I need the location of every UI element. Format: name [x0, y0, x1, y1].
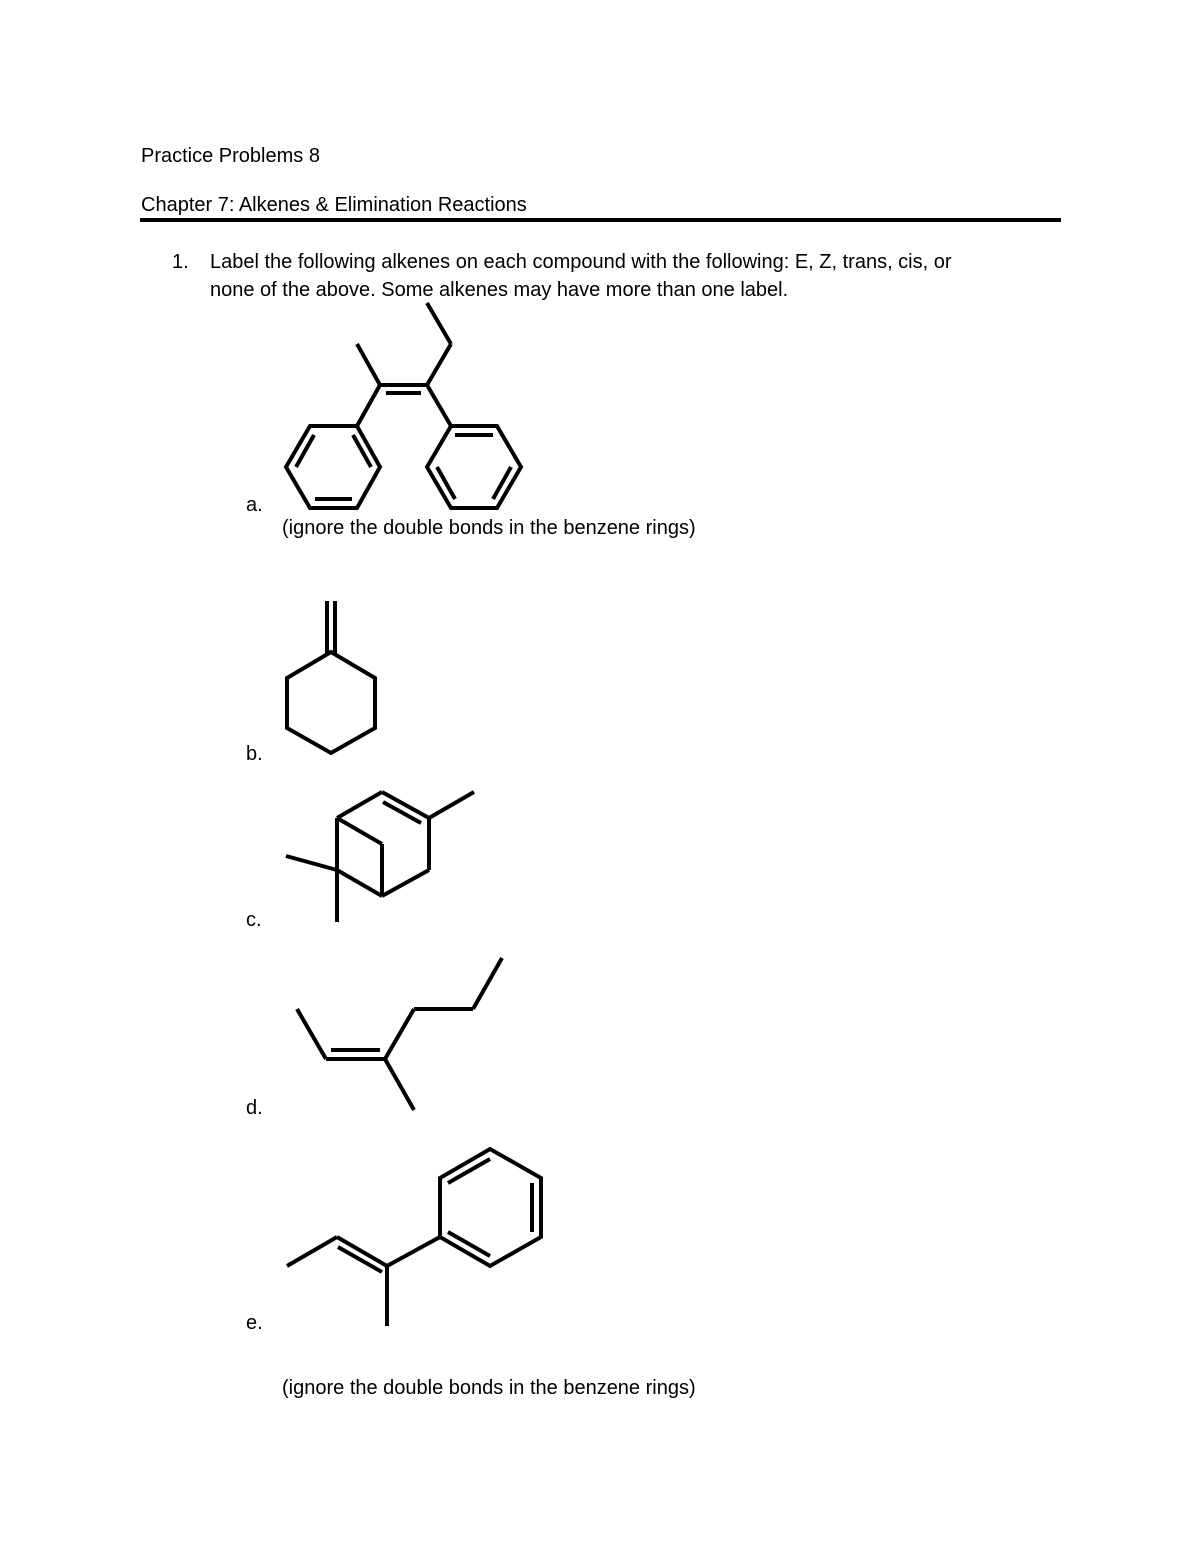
compound-a-phenyl-link-right	[427, 385, 451, 426]
compound-e-alkene-bond	[337, 1237, 387, 1266]
compound-a-ethyl-bond-2	[427, 303, 451, 344]
compound-c-bridge-bond-1	[337, 818, 382, 844]
question-text-line-2: none of the above. Some alkenes may have more than one label.	[210, 279, 789, 301]
compound-c-alkene-second-bond	[383, 802, 421, 823]
compound-d-bond-1	[297, 1009, 326, 1059]
compound-d-bond-4	[473, 958, 502, 1009]
compound-e-bond-1	[287, 1237, 337, 1266]
compound-a-label: a.	[246, 494, 263, 516]
compound-a-phenyl-link-left	[357, 385, 380, 426]
compound-a-ethyl-bond-1	[427, 344, 451, 385]
compound-a-ring-right-double-2	[493, 467, 511, 499]
compound-c-label: c.	[246, 909, 262, 931]
compound-d-bond-2	[385, 1009, 414, 1059]
compound-c-alkene-bond	[382, 792, 429, 818]
compound-c-bridge-bond-4	[337, 870, 382, 896]
question-text-line-1: Label the following alkenes on each compound with the following: E, Z, trans, cis, or	[210, 251, 952, 273]
compound-c-bond-3	[382, 870, 429, 896]
heading-divider	[140, 218, 1061, 222]
compound-b-structure	[287, 601, 375, 753]
compound-a-ring-right-double-3	[437, 467, 455, 499]
compound-e-note: (ignore the double bonds in the benzene rings)	[282, 1377, 696, 1399]
page-title: Practice Problems 8	[141, 145, 320, 167]
compound-e-ring-double-3	[448, 1232, 490, 1256]
compound-c-gem-methyl-1	[286, 856, 337, 870]
compound-a-methyl-bond	[357, 344, 380, 385]
compound-a-structure	[286, 303, 521, 508]
compound-b-cyclohexane-ring	[287, 652, 375, 753]
compound-e-structure	[287, 1149, 541, 1326]
compound-b-label: b.	[246, 743, 263, 765]
compound-d-methyl-bond	[385, 1059, 414, 1110]
compound-c-bond-1	[337, 792, 382, 818]
compound-a-benzene-ring-right	[427, 426, 521, 508]
chapter-heading: Chapter 7: Alkenes & Elimination Reactions	[141, 194, 527, 216]
compound-a-ring-left-double-1	[353, 435, 371, 467]
compound-a-ring-left-double-3	[296, 435, 314, 467]
compound-e-phenyl-link	[387, 1237, 440, 1266]
compound-d-structure	[297, 958, 502, 1110]
compound-e-ring-double-1	[448, 1159, 490, 1183]
compound-c-methyl-bond	[429, 792, 474, 818]
question-number: 1.	[172, 251, 189, 273]
compound-a-note: (ignore the double bonds in the benzene rings)	[282, 517, 696, 539]
compound-e-label: e.	[246, 1312, 263, 1334]
compound-e-benzene-ring	[440, 1149, 541, 1266]
compound-a-benzene-ring-left	[286, 426, 380, 508]
compound-d-label: d.	[246, 1097, 263, 1119]
compound-e-alkene-second-bond	[338, 1247, 382, 1272]
compound-c-structure	[286, 792, 474, 922]
